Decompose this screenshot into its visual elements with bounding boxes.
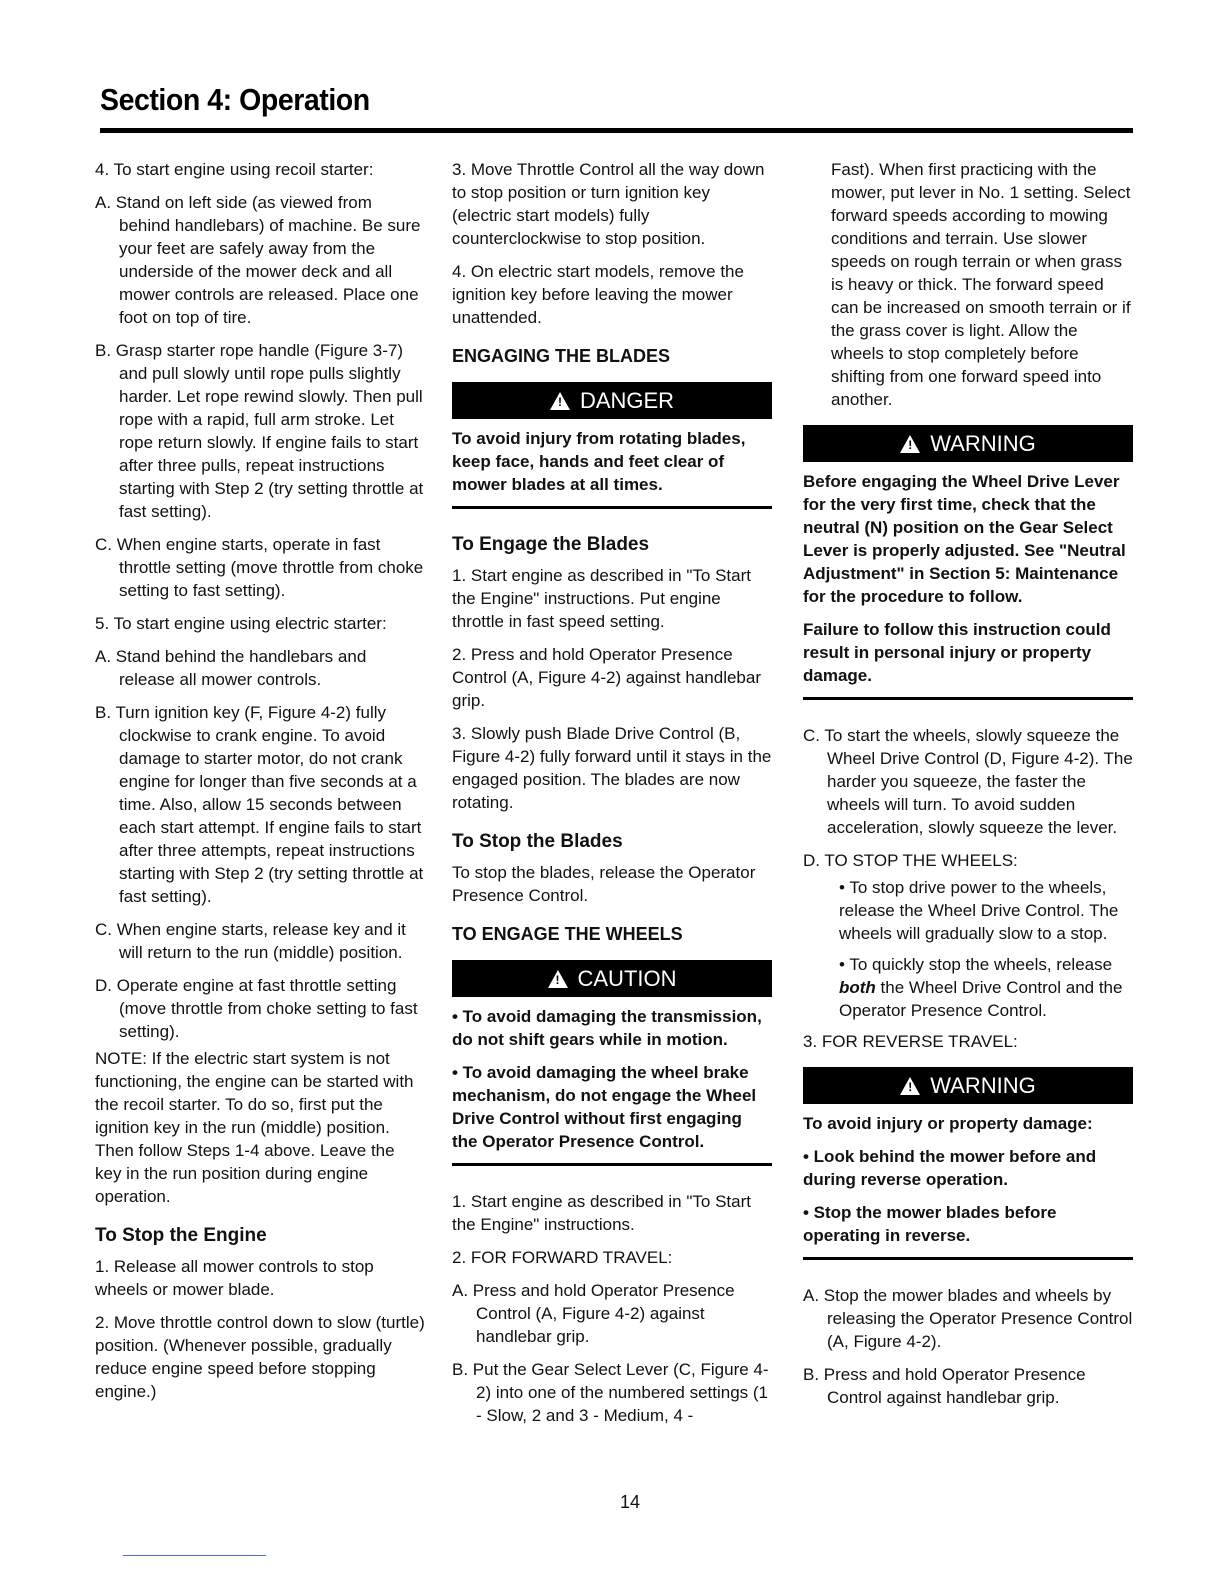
caution-banner	[452, 960, 772, 997]
step-5c: C. When engine starts, release key and it will return to the run (middle) position.	[95, 920, 406, 962]
gear-speed-continued: Fast). When first practicing with the mower, put lever in No. 1 setting. Select forward speeds according to mowing conditions and terrain. Use slower speeds on rough terrain or when grass is heavy or thick. The forward speed can be increased on smooth terrain or if the grass cover is light. Allow the wheels to stop completely before shifting from one forward speed into another.	[831, 160, 1131, 409]
engage-step-1: 1. Start engine as described in "To Start the Engine" instructions. Put engine throttle in fast speed setting.	[452, 566, 751, 631]
stop-step-2: 2. Move throttle control down to slow (turtle) position. (Whenever possible, gradually reduce engine speed before stopping engine.)	[95, 1313, 425, 1401]
engage-blades-heading: To Engage the Blades	[452, 534, 650, 555]
danger-label: DANGER	[579, 388, 675, 413]
engage-step-3: 3. Slowly push Blade Drive Control (B, Figure 4-2) fully forward until it stays in the engaged position. The blades are now rotating.	[452, 724, 772, 812]
footer-rule	[123, 1555, 266, 1556]
warning-1-rule	[803, 697, 1133, 700]
warning-triangle-icon	[550, 392, 570, 410]
caution-triangle-icon	[548, 970, 568, 988]
bullet-2-text-end: the Wheel Drive Control and the Operator Presence Control.	[839, 978, 1123, 1020]
warning-1-text-a: Before engaging the Wheel Drive Lever for the very first time, check that the neutral (N) position on the Gear Select Lever is properly adjusted. See "Neutral Adjustment" in Section 5: Maintenance for the procedure to follow.	[803, 472, 1126, 606]
engaging-blades-heading: ENGAGING THE BLADES	[452, 346, 671, 366]
step-5: 5. To start engine using electric starter:	[95, 614, 387, 633]
caution-text-1: • To avoid damaging the transmission, do not shift gears while in motion.	[452, 1007, 762, 1049]
step-4c: C. When engine starts, operate in fast throttle setting (move throttle from choke setting to fast setting).	[95, 535, 424, 600]
step-4: 4. To start engine using recoil starter:	[95, 160, 374, 179]
caution-label: CAUTION	[577, 966, 677, 991]
bullet-2-emphasis: both	[839, 978, 876, 997]
wheels-step-2: 2. FOR FORWARD TRAVEL:	[452, 1248, 673, 1267]
reverse-step-3: 3. FOR REVERSE TRAVEL:	[803, 1032, 1018, 1051]
caution-text-2: • To avoid damaging the wheel brake mechanism, do not engage the Wheel Drive Control without first engaging the Operator Presence Control.	[452, 1063, 757, 1151]
danger-rule	[452, 506, 772, 509]
wheels-step-c: C. To start the wheels, slowly squeeze the Wheel Drive Control (D, Figure 4-2). The harder you squeeze, the faster the wheels will turn. To avoid sudden acceleration, slowly squeeze the lever.	[803, 726, 1133, 837]
warning-2-text-b: • Look behind the mower before and during reverse operation.	[803, 1147, 1097, 1189]
column-2	[452, 158, 772, 1437]
stop-step-1: 1. Release all mower controls to stop wheels or mower blade.	[95, 1257, 374, 1299]
column-1	[95, 158, 425, 1413]
reverse-step-b: B. Press and hold Operator Presence Control against handlebar grip.	[803, 1365, 1086, 1407]
reverse-step-a: A. Stop the mower blades and wheels by releasing the Operator Presence Control (A, Figure 4-2).	[803, 1286, 1133, 1351]
stop-blades-heading: To Stop the Blades	[452, 831, 623, 852]
stop-engine-heading: To Stop the Engine	[95, 1225, 267, 1246]
warning-label-1: WARNING	[930, 431, 1036, 456]
warning-2-text-c: • Stop the mower blades before operating in reverse.	[803, 1203, 1057, 1245]
header-rule	[100, 128, 1133, 133]
warning-label-2: WARNING	[930, 1073, 1036, 1098]
warning-triangle-icon	[900, 1077, 920, 1095]
warning-triangle-icon	[900, 435, 920, 453]
engage-step-2: 2. Press and hold Operator Presence Control (A, Figure 4-2) against handlebar grip.	[452, 645, 761, 710]
danger-text: To avoid injury from rotating blades, keep face, hands and feet clear of mower blades at all times.	[452, 429, 746, 494]
step-5a: A. Stand behind the handlebars and release all mower controls.	[95, 647, 367, 689]
stop-blades-text: To stop the blades, release the Operator Presence Control.	[452, 863, 756, 905]
section-title: Section 4: Operation	[100, 82, 370, 117]
note: NOTE: If the electric start system is not functioning, the engine can be started with the recoil starter. To do so, first put the ignition key in the run (middle) position. Then follow Steps 1-4 above. Leave the key in the run position during engine operation.	[95, 1049, 414, 1206]
warning-banner-1	[803, 425, 1133, 462]
step-5b: B. Turn ignition key (F, Figure 4-2) fully clockwise to crank engine. To avoid damage to starter motor, do not crank engine for longer than five seconds at a time. Also, allow 15 seconds between each start attempt. If engine fails to start after three attempts, repeat instructions starting with Step 2 (try setting throttle at fast setting).	[95, 703, 424, 906]
danger-banner	[452, 382, 772, 419]
step-5d: D. Operate engine at fast throttle setting (move throttle from choke setting to fast setting).	[95, 976, 418, 1041]
stop-wheels-bullet-2	[803, 953, 1133, 1022]
warning-2-text-a: To avoid injury or property damage:	[803, 1114, 1093, 1133]
page-number: 14	[620, 1492, 641, 1512]
bullet-2-text: • To quickly stop the wheels, release	[839, 955, 1113, 974]
step-4a: A. Stand on left side (as viewed from behind handlebars) of machine. Be sure your feet are safely away from the underside of the mower deck and all mower controls are released. Place one foot on top of tire.	[95, 193, 421, 327]
column-3	[803, 158, 1133, 1419]
warning-1-text-b: Failure to follow this instruction could result in personal injury or property damage.	[803, 620, 1111, 685]
wheels-step-2a: A. Press and hold Operator Presence Control (A, Figure 4-2) against handlebar grip.	[452, 1281, 735, 1346]
warning-banner-2	[803, 1067, 1133, 1104]
stop-step-3: 3. Move Throttle Control all the way down to stop position or turn ignition key (electric start models) fully counterclockwise to stop position.	[452, 160, 765, 248]
caution-rule	[452, 1163, 772, 1166]
stop-wheels-bullet-1: • To stop drive power to the wheels, release the Wheel Drive Control. The wheels will gradually slow to a stop.	[839, 878, 1119, 943]
warning-2-rule	[803, 1257, 1133, 1260]
step-4b: B. Grasp starter rope handle (Figure 3-7) and pull slowly until rope pulls slightly harder. Let rope rewind slowly. Then pull rope with a rapid, full arm stroke. Let rope return slowly. If engine fails to start after three pulls, repeat instructions starting with Step 2 (try setting throttle at fast setting).	[95, 341, 424, 521]
wheels-step-d: D. TO STOP THE WHEELS:	[803, 851, 1018, 870]
engage-wheels-heading: TO ENGAGE THE WHEELS	[452, 924, 683, 944]
wheels-step-2b: B. Put the Gear Select Lever (C, Figure 4-2) into one of the numbered settings (1 - Slow, 2 and 3 - Medium, 4 -	[452, 1360, 769, 1425]
wheels-step-1: 1. Start engine as described in "To Start the Engine" instructions.	[452, 1192, 751, 1234]
stop-step-4: 4. On electric start models, remove the ignition key before leaving the mower unattended.	[452, 262, 744, 327]
